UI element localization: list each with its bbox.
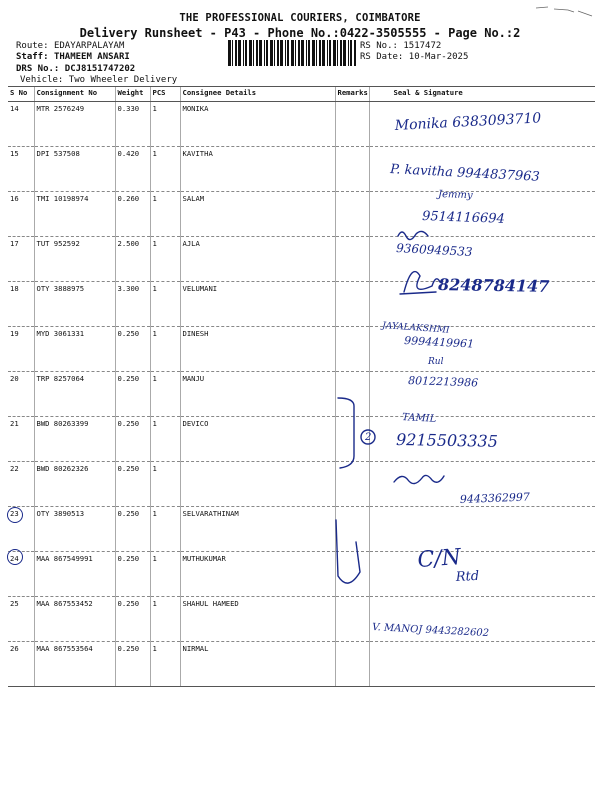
barcode-bar <box>264 40 265 66</box>
cell-consignee: MANJU <box>180 372 335 417</box>
cell-consignment: MAA 867549991 <box>34 552 115 597</box>
cell-sno: 17 <box>8 237 34 282</box>
pen-circle-24 <box>7 507 23 523</box>
table-row <box>8 417 595 462</box>
cell-pcs: 1 <box>150 327 180 372</box>
cell-consignment: MAA 867553452 <box>34 597 115 642</box>
barcode-bar <box>301 40 304 66</box>
handwriting-r20a: Rul <box>428 357 444 367</box>
cell-weight: 0.250 <box>115 642 150 687</box>
rs-no-line <box>360 41 441 51</box>
table-row <box>8 462 595 507</box>
cell-consignee: SALAM <box>180 192 335 237</box>
col-header-sno: S No <box>8 87 34 102</box>
col-header-remarks: Remarks <box>335 87 369 102</box>
rs-date-value: 10-Mar-2025 <box>408 52 469 62</box>
route-value: EDAYARPALAYAM <box>53 41 125 51</box>
cell-remarks <box>335 462 369 507</box>
cell-weight: 0.250 <box>115 327 150 372</box>
drs-line <box>16 64 135 74</box>
company-name: THE PROFESSIONAL COURIERS, COIMBATORE <box>179 12 421 24</box>
cell-sno: 19 <box>8 327 34 372</box>
cell-pcs: 1 <box>150 417 180 462</box>
cell-consignment: BWD 80263399 <box>34 417 115 462</box>
cell-signature <box>369 507 595 552</box>
col-header-consignment: Consignment No <box>34 87 115 102</box>
cell-weight: 2.500 <box>115 237 150 282</box>
table-row <box>8 642 595 687</box>
runsheet-table <box>8 86 595 687</box>
cell-sno: 24 <box>8 552 34 597</box>
cell-weight: 0.250 <box>115 552 150 597</box>
col-header-pcs: PCS <box>150 87 180 102</box>
cell-signature <box>369 237 595 282</box>
table-row <box>8 237 595 282</box>
table-row <box>8 597 595 642</box>
barcode-bar <box>333 40 336 66</box>
cell-signature <box>369 417 595 462</box>
cell-consignment: TMI 10198974 <box>34 192 115 237</box>
barcode-bar <box>337 40 338 66</box>
barcode-bar <box>322 40 325 66</box>
barcode-bar <box>266 40 268 66</box>
barcode-bar <box>228 40 231 66</box>
barcode-bar <box>249 40 252 66</box>
handwriting-r25b: Rtd <box>455 568 480 585</box>
handwriting-r22: 9215503335 <box>395 430 499 451</box>
col-header-signature: Seal & Signature <box>369 87 595 102</box>
barcode-bar <box>253 40 254 66</box>
cell-sno: 16 <box>8 192 34 237</box>
barcode-bar <box>348 40 349 66</box>
handwriting-r25a: C/N <box>416 545 462 573</box>
barcode-bar <box>277 40 279 66</box>
vehicle-value: Two Wheeler Delivery <box>68 75 178 85</box>
rs-no-value: 1517472 <box>403 41 442 51</box>
cell-consignment: MYD 3061331 <box>34 327 115 372</box>
barcode-bar <box>256 40 258 66</box>
cell-pcs: 1 <box>150 282 180 327</box>
cell-pcs: 1 <box>150 192 180 237</box>
table-row <box>8 372 595 417</box>
rs-no-label: RS No.: <box>360 41 398 51</box>
cell-weight: 0.250 <box>115 372 150 417</box>
cell-weight: 0.250 <box>115 597 150 642</box>
cell-consignment: DPI 537508 <box>34 147 115 192</box>
barcode-bar <box>329 40 331 66</box>
barcode-bar <box>243 40 244 66</box>
handwriting-r23: 9443362997 <box>459 490 531 506</box>
cell-remarks <box>335 552 369 597</box>
barcode-bar <box>238 40 241 66</box>
cell-consignee: KAVITHA <box>180 147 335 192</box>
cell-remarks <box>335 192 369 237</box>
barcode-bar <box>316 40 317 66</box>
staff-value: THAMEEM ANSARI <box>53 52 130 62</box>
barcode-bar <box>312 40 315 66</box>
cell-signature <box>369 282 595 327</box>
cell-consignment: BWD 80262326 <box>34 462 115 507</box>
handwriting-r26: V. MANOJ 9443282602 <box>371 622 490 640</box>
cell-remarks <box>335 507 369 552</box>
barcode-bar <box>235 40 237 66</box>
cell-signature <box>369 192 595 237</box>
staff-line <box>16 52 130 62</box>
barcode-bar <box>280 40 283 66</box>
col-header-weight: Weight <box>115 87 150 102</box>
cell-weight: 0.260 <box>115 192 150 237</box>
cell-sno: 21 <box>8 417 34 462</box>
table-row <box>8 507 595 552</box>
cell-remarks <box>335 642 369 687</box>
cell-weight: 3.300 <box>115 282 150 327</box>
barcode-bar <box>295 40 296 66</box>
barcode-bar <box>285 40 286 66</box>
barcode <box>228 40 356 66</box>
rs-date-line <box>360 52 468 62</box>
handwriting-r15a: P. kavitha 9944837963 <box>389 162 541 185</box>
cell-pcs: 1 <box>150 642 180 687</box>
cell-consignment: TUT 952592 <box>34 237 115 282</box>
table-row <box>8 102 595 147</box>
staff-label: Staff: <box>16 52 49 62</box>
cell-remarks <box>335 597 369 642</box>
barcode-bar <box>291 40 294 66</box>
vehicle-label: Vehicle: <box>20 75 64 85</box>
cell-pcs: 1 <box>150 552 180 597</box>
barcode-bar <box>327 40 328 66</box>
handwriting-r18: 8248784147 <box>437 275 550 296</box>
handwriting-r14: Monika 6383093710 <box>394 110 542 134</box>
barcode-bar <box>298 40 300 66</box>
cell-sno: 18 <box>8 282 34 327</box>
table-row <box>8 147 595 192</box>
table-row <box>8 282 595 327</box>
drs-label: DRS No.: <box>16 64 60 74</box>
col-header-consignee: Consignee Details <box>180 87 335 102</box>
cell-remarks <box>335 372 369 417</box>
cell-sno: 22 <box>8 462 34 507</box>
table-row <box>8 552 595 597</box>
cell-sno: 15 <box>8 147 34 192</box>
cell-signature <box>369 597 595 642</box>
cell-sno: 20 <box>8 372 34 417</box>
barcode-bar <box>306 40 307 66</box>
handwriting-r20b: 8012213986 <box>407 374 479 390</box>
handwriting-r19b: 9994419961 <box>403 334 475 351</box>
barcode-bar <box>270 40 273 66</box>
handwriting-r16: 9514116694 <box>421 209 506 227</box>
cell-consignee: AJLA <box>180 237 335 282</box>
cell-consignment: MTR 2576249 <box>34 102 115 147</box>
cell-weight: 0.330 <box>115 102 150 147</box>
cell-signature <box>369 372 595 417</box>
route-line <box>16 41 124 51</box>
cell-signature <box>369 552 595 597</box>
handwriting-r17: 9360949533 <box>395 241 473 259</box>
cell-consignee: NIRMAL <box>180 642 335 687</box>
cell-remarks <box>335 417 372 462</box>
cell-weight: 0.250 <box>115 507 150 552</box>
cell-signature <box>369 462 595 507</box>
barcode-bar <box>340 40 342 66</box>
cell-consignment: TRP 8257064 <box>34 372 115 417</box>
barcode-bar <box>319 40 321 66</box>
cell-consignment: OTY 3890513 <box>34 507 115 552</box>
cell-remarks <box>335 237 369 282</box>
cell-sno: 23 <box>8 507 34 552</box>
cell-weight: 0.250 <box>115 417 150 462</box>
cell-sno: 26 <box>8 642 34 687</box>
cell-remarks <box>335 147 369 192</box>
route-label: Route: <box>16 41 49 51</box>
handwriting-r19a: JAYALAKSHMI <box>381 321 450 336</box>
cell-consignee: MUTHUKUMAR <box>180 552 335 597</box>
cell-sno: 25 <box>8 597 34 642</box>
cell-signature <box>369 147 595 192</box>
barcode-bar <box>287 40 289 66</box>
barcode-bar <box>354 40 356 66</box>
cell-pcs: 1 <box>150 597 180 642</box>
barcode-bar <box>259 40 262 66</box>
barcode-bar <box>350 40 352 66</box>
cell-signature <box>369 642 595 687</box>
cell-remarks <box>335 102 369 147</box>
rs-date-label: RS Date: <box>360 52 404 62</box>
handwriting-bracket-num: 2 <box>365 432 372 443</box>
barcode-bar <box>245 40 247 66</box>
handwriting-r21: TAMIL <box>401 412 437 425</box>
cell-pcs: 1 <box>150 507 180 552</box>
cell-consignee <box>180 462 335 507</box>
drs-value: DCJ8151747202 <box>64 64 136 74</box>
pen-circle-25 <box>7 549 23 565</box>
table-row <box>8 327 595 372</box>
cell-signature <box>369 327 595 372</box>
cell-sno: 14 <box>8 102 34 147</box>
cell-pcs: 1 <box>150 237 180 282</box>
vehicle-line <box>20 75 177 85</box>
cell-pcs: 1 <box>150 462 180 507</box>
barcode-bar <box>308 40 310 66</box>
barcode-bar <box>343 40 346 66</box>
cell-consignee: SELVARATHINAM <box>180 507 335 552</box>
cell-pcs: 1 <box>150 147 180 192</box>
cell-weight: 0.250 <box>115 462 150 507</box>
cell-pcs: 1 <box>150 372 180 417</box>
cell-consignment: MAA 867553564 <box>34 642 115 687</box>
barcode-bar <box>232 40 233 66</box>
runsheet-title: Delivery Runsheet - P43 - Phone No.:0422-3505555 - Page No.:2 <box>79 26 521 40</box>
cell-remarks <box>335 282 369 327</box>
cell-consignee: DINESH <box>180 327 335 372</box>
barcode-bar <box>274 40 275 66</box>
cell-pcs: 1 <box>150 102 180 147</box>
cell-signature <box>369 102 595 147</box>
table-header-row <box>8 87 595 102</box>
handwriting-r15b: Jemmy <box>437 189 473 202</box>
table-row <box>8 192 595 237</box>
cell-consignee: SHAHUL HAMEED <box>180 597 335 642</box>
cell-consignee: VELUMANI <box>180 282 335 327</box>
cell-remarks <box>335 327 369 372</box>
cell-weight: 0.420 <box>115 147 150 192</box>
cell-consignee: DEVICO <box>180 417 335 462</box>
cell-consignment: OTY 3888975 <box>34 282 115 327</box>
cell-consignee: MONIKA <box>180 102 335 147</box>
